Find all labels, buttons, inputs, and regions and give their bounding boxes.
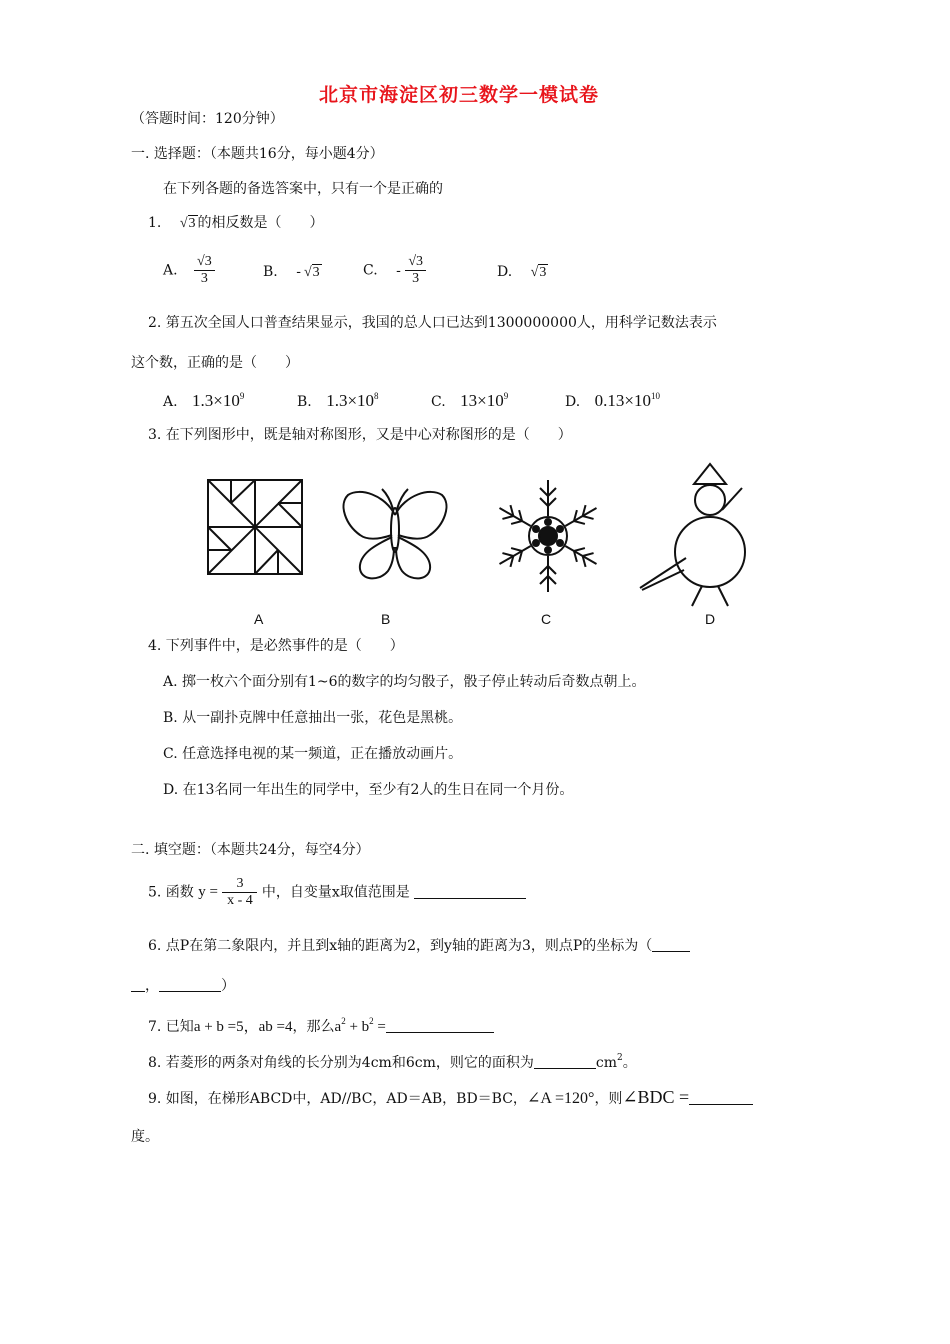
q1-option-d: D. √3: [497, 264, 547, 280]
figure-label-d: D: [705, 611, 716, 627]
q1-option-c: C. - $\frac{√3}{3}$: [363, 254, 426, 287]
q1-number: 1.: [148, 215, 162, 231]
q2-stem: 2. 第五次全国人口普查结果显示，我国的总人口已达到1300000000人，用科学记数法表示: [148, 315, 717, 331]
q1-text: 的相反数是（ ）: [197, 215, 324, 231]
page-title: 北京市海淀区初三数学一模试卷: [319, 84, 600, 106]
q6-line1: 6. 点P在第二象限内，并且到x轴的距离为2，到y轴的距离为3，则点P的坐标为（: [148, 939, 690, 953]
snowman-figure: [630, 460, 760, 610]
section2-heading: 二. 填空题：（本题共24分，每空4分）: [131, 842, 370, 858]
section1-heading: 一. 选择题：（本题共16分，每小题4分）: [131, 146, 384, 162]
section1-intro: 在下列各题的备选答案中，只有一个是正确的: [163, 181, 443, 197]
q6-x-blank[interactable]: [652, 939, 690, 952]
q4-option-c: C. 任意选择电视的某一频道，正在播放动画片。: [163, 746, 463, 762]
q9-answer-blank[interactable]: [689, 1092, 753, 1105]
q2-stem-continued: 这个数，正确的是（ ）: [131, 355, 299, 371]
q8-answer-blank[interactable]: [534, 1056, 596, 1069]
q7-answer-blank[interactable]: [386, 1020, 494, 1033]
snowflake-figure: [493, 476, 603, 596]
q5-answer-blank[interactable]: [414, 886, 526, 899]
q2-option-d: D. $0.13\times 10^{10}$: [565, 391, 660, 410]
figure-label-a: A: [254, 611, 264, 627]
q6-line2: ， ）: [131, 979, 235, 993]
q2-option-b: B. $1.3\times 10^8$: [297, 391, 379, 410]
figure-label-b: B: [381, 611, 391, 627]
q1-c-fraction: $\frac{√3}{3}$: [405, 254, 426, 287]
q4-option-d: D. 在13名同一年出生的同学中，至少有2人的生日在同一个月份。: [163, 782, 574, 798]
q9-line: 9. 如图，在梯形ABCD中，AD//BC，AD＝AB，BD＝BC，∠A =120°，则∠BDC =: [148, 1088, 753, 1107]
q1-stem: [148, 216, 324, 231]
q9-line2: 度。: [131, 1129, 159, 1145]
q6-y-blank[interactable]: [159, 979, 221, 992]
q7-line: 7. 已知a + b =5，ab =4，那么$a^2 + b^2$ =: [148, 1017, 494, 1035]
q2-option-c: C. $13\times 10^9$: [431, 391, 509, 410]
q1-a-fraction: $\frac{√3}{3}$: [194, 254, 215, 287]
exam-time: （答题时间：120分钟）: [131, 111, 284, 127]
q2-option-a: A. $1.3\times 10^9$: [163, 391, 245, 410]
q4-option-a: A. 掷一枚六个面分别有1~6的数字的均匀骰子，骰子停止转动后奇数点朝上。: [163, 674, 646, 690]
figure-label-c: C: [541, 611, 552, 627]
q4-stem: 4. 下列事件中，是必然事件的是（ ）: [148, 638, 404, 654]
pinwheel-figure: [206, 478, 306, 578]
q8-line: 8. 若菱形的两条对角线的长分别为4cm和6cm，则它的面积为 $cm^2$。: [148, 1053, 637, 1071]
q6-x-blank-continued[interactable]: [131, 979, 145, 992]
q5-line: 5. 函数 y = $\frac{3}{x - 4}$ 中，自变量x取值范围是: [148, 876, 526, 909]
butterfly-figure: [340, 485, 450, 585]
q3-stem: 3. 在下列图形中，既是轴对称图形，又是中心对称图形的是（ ）: [148, 427, 572, 443]
q1-sqrt: √3: [179, 216, 196, 231]
q1-option-a: A. $\frac{√3}{3}$: [163, 254, 215, 287]
q4-option-b: B. 从一副扑克牌中任意抽出一张，花色是黑桃。: [163, 710, 463, 726]
q5-fraction: $\frac{3}{x - 4}$: [222, 876, 257, 909]
q1-option-b: B. - √3: [263, 264, 320, 280]
